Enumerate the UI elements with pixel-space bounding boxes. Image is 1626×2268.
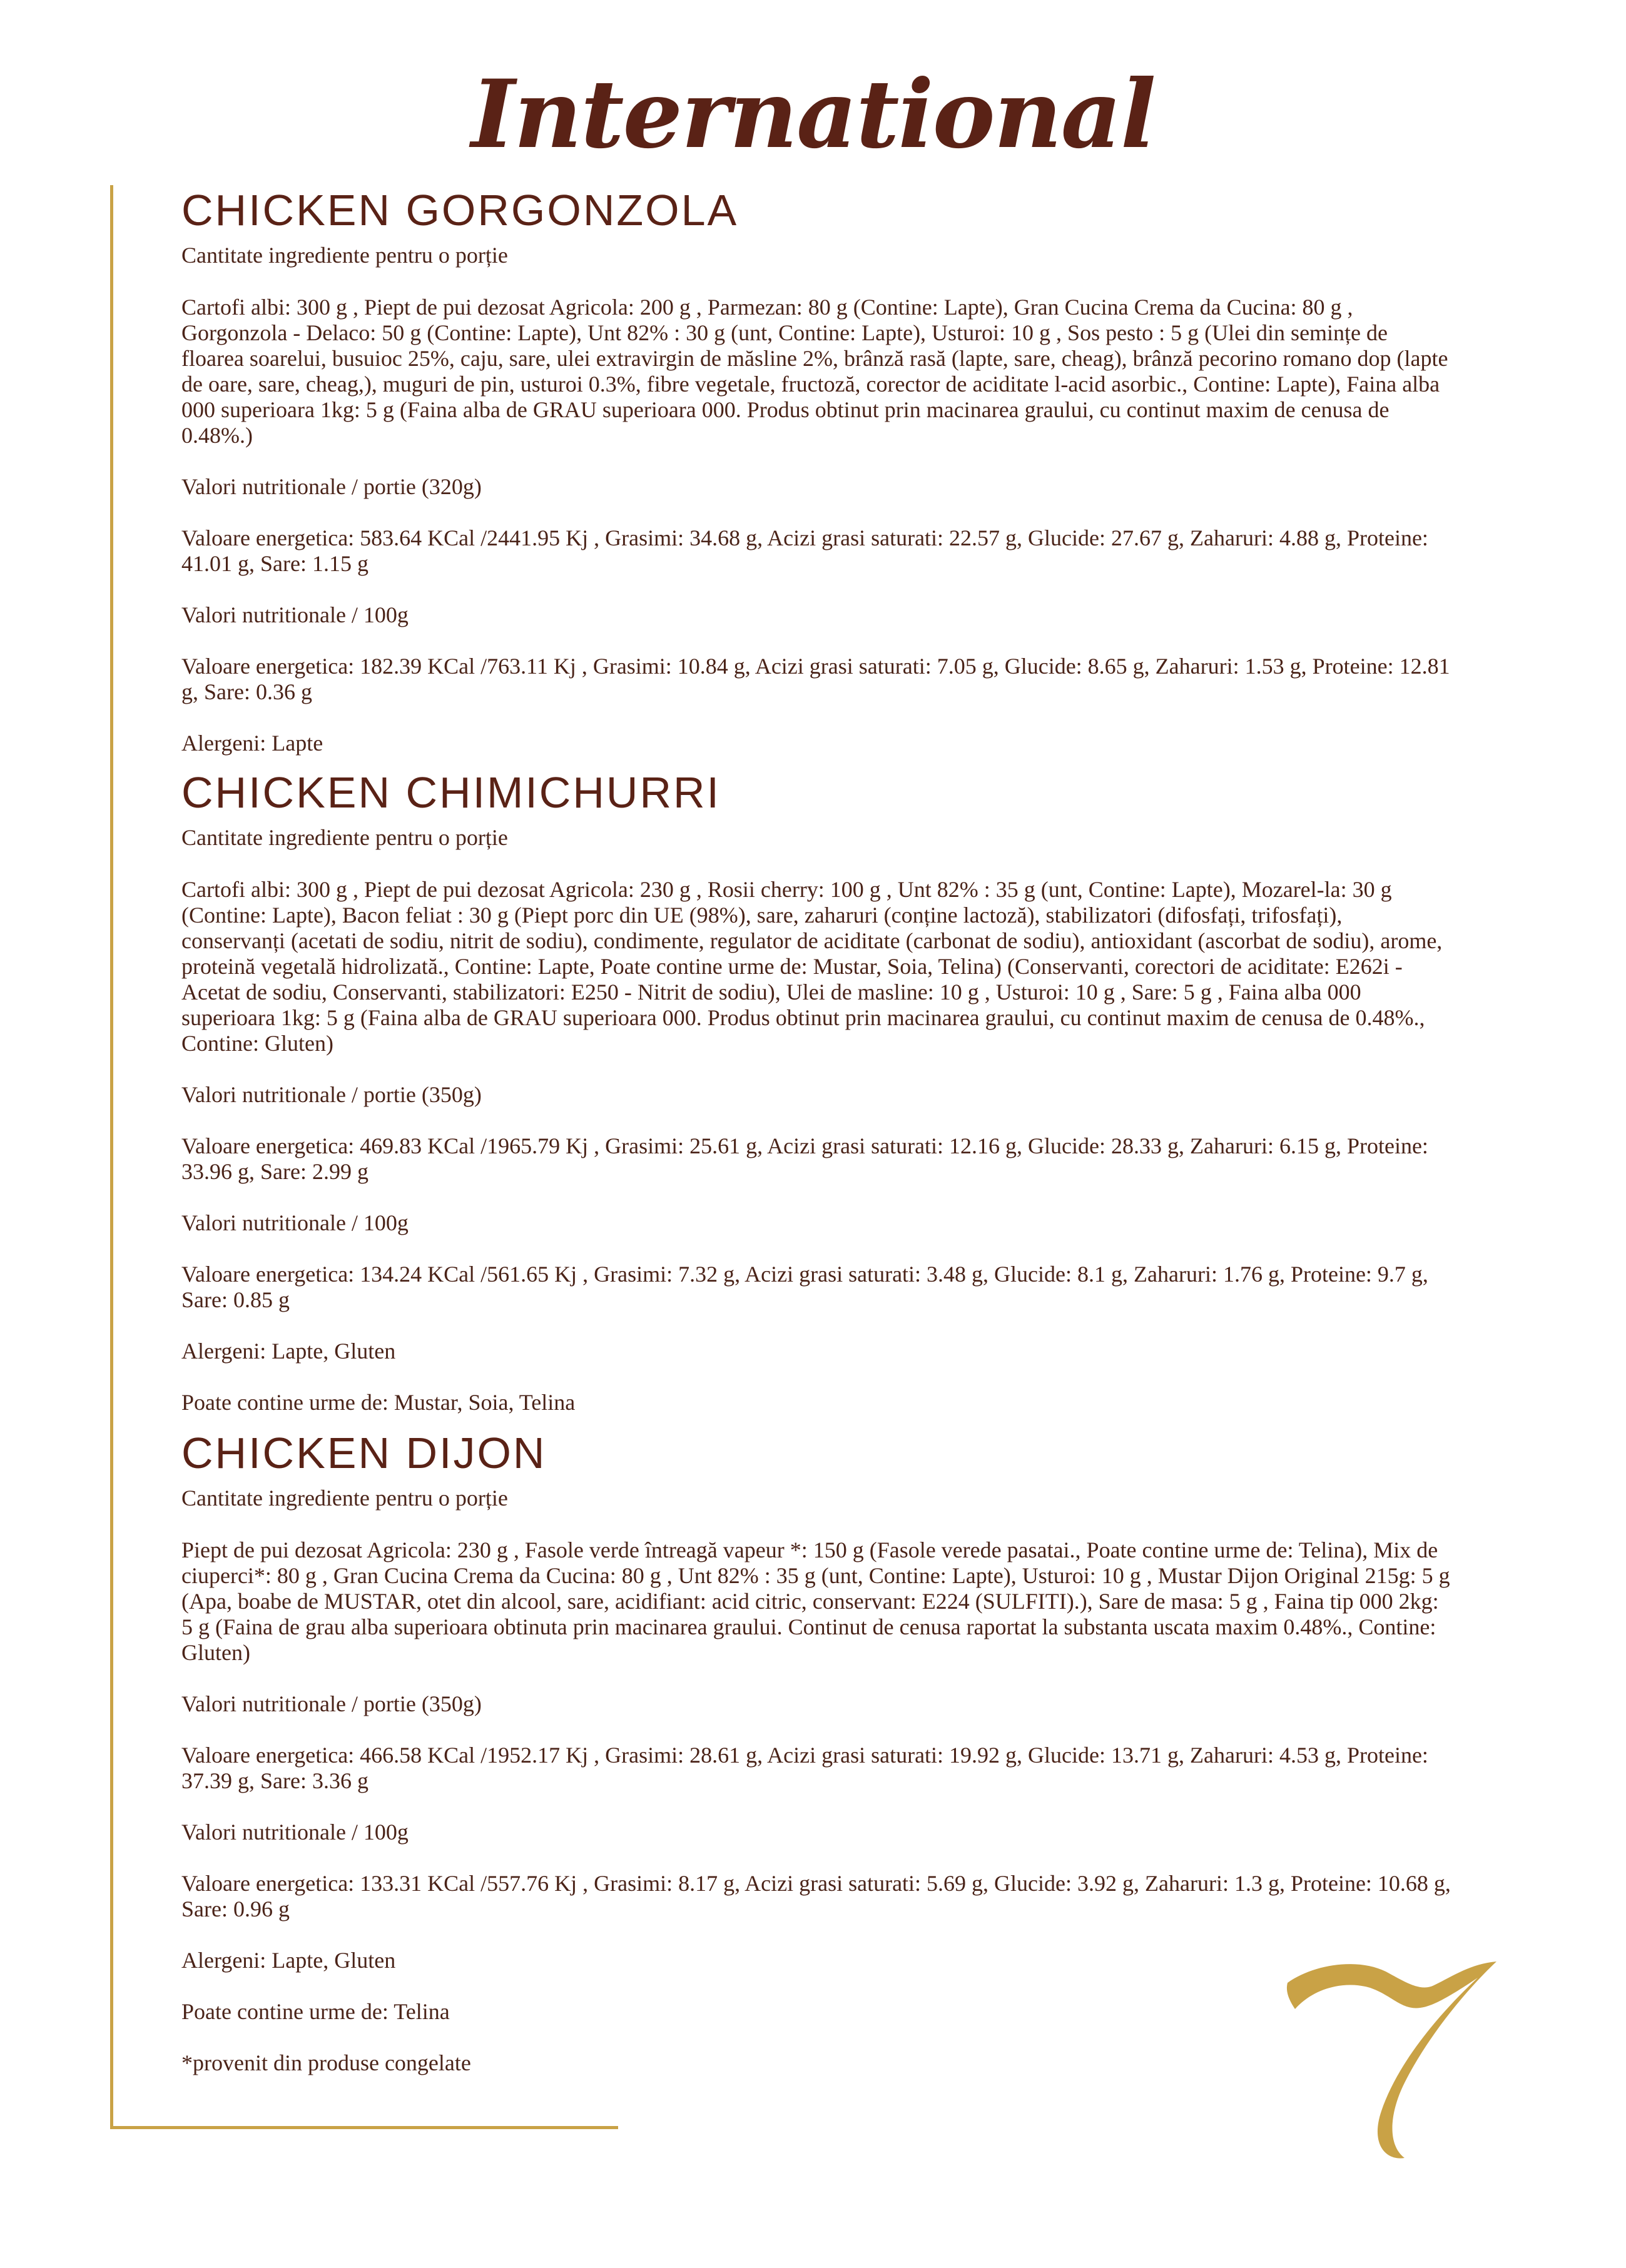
- per100-nutrition-values: Valoare energetica: 182.39 KCal /763.11 Kj , Grasimi: 10.84 g, Acizi grasi saturati: 7.05 g, Glucide: 8.65 g, Zaharuri: 1.53 g, Proteine: 12.81 g, Sare: 0.36 g: [181, 654, 1450, 704]
- per100-nutrition-values: Valoare energetica: 133.31 KCal /557.76 Kj , Grasimi: 8.17 g, Acizi grasi saturati: 5.69 g, Glucide: 3.92 g, Zaharuri: 1.3 g, Proteine: 10.68 g, Sare: 0.96 g: [181, 1871, 1451, 1921]
- footnote-text: *provenit din produse congelate: [181, 2050, 471, 2075]
- page-title: International: [471, 59, 1155, 170]
- recipe-chicken-dijon: [181, 1424, 1451, 2076]
- recipe-chicken-gorgonzola: [181, 181, 1451, 756]
- gold-border-bottom: [110, 2126, 618, 2129]
- allergens-text: Alergeni: Lapte, Gluten: [181, 1339, 396, 1364]
- portion-nutrition-values: Valoare energetica: 583.64 KCal /2441.95 Kj , Grasimi: 34.68 g, Acizi grasi saturati: 22.57 g, Glucide: 27.67 g, Zaharuri: 4.88 g, Proteine: 41.01 g, Sare: 1.15 g: [181, 525, 1428, 576]
- recipe-subtitle: Cantitate ingrediente pentru o porție: [181, 825, 508, 850]
- per100-nutrition-label: Valori nutritionale / 100g: [181, 1210, 409, 1235]
- per100-nutrition-values: Valoare energetica: 134.24 KCal /561.65 Kj , Grasimi: 7.32 g, Acizi grasi saturati: 3.48 g, Glucide: 8.1 g, Zaharuri: 1.76 g, Proteine: 9.7 g, Sare: 0.85 g: [181, 1262, 1428, 1312]
- ingredients-text: Cartofi albi: 300 g , Piept de pui dezosat Agricola: 230 g , Rosii cherry: 100 g , Unt 82% : 35 g (unt, Contine: Lapte), Mozarel-la: 30 g (Contine: Lapte), Bacon feliat : 30 g (Piept porc din UE (98%), sare, zaharuri (conține lactoză), stabilizatori (difosfați, trifosfați), conservanți (acetati de sodiu, nitrit de sodiu), condimente, regulator de aciditate (carbonat de sodiu), antioxidant (ascorbat de sodiu), arome, proteină vegetală hidrolizată., Contine: Lapte, Poate contine urme de: Mustar, Soia, Telina) (Conservanti, corectori de aciditate: E262i - Acetat de sodiu, Conservanti, stabilizatori: E250 - Nitrit de sodiu), Ulei de masline: 10 g , Usturoi: 10 g , Sare: 5 g , Faina alba 000 superioara 1kg: 5 g (Faina alba de GRAU superioara 000. Produs obtinut prin macinarea graului, cu continut maxim de cenusa de 0.48%., Contine: Gluten): [181, 877, 1443, 1056]
- recipe-title: CHICKEN DIJON: [181, 1429, 547, 1477]
- traces-text: Poate contine urme de: Mustar, Soia, Telina: [181, 1390, 576, 1415]
- allergens-text: Alergeni: Lapte, Gluten: [181, 1948, 396, 1973]
- recipe-title: CHICKEN GORGONZOLA: [181, 186, 739, 235]
- recipe-title: CHICKEN CHIMICHURRI: [181, 768, 721, 817]
- portion-nutrition-label: Valori nutritionale / portie (320g): [181, 474, 482, 499]
- per100-nutrition-label: Valori nutritionale / 100g: [181, 602, 409, 627]
- ingredients-text: Cartofi albi: 300 g , Piept de pui dezosat Agricola: 200 g , Parmezan: 80 g (Contine: Lapte), Gran Cucina Crema da Cucina: 80 g , Gorgonzola - Delaco: 50 g (Contine: Lapte), Unt 82% : 30 g (unt, Contine: Lapte), Usturoi: 10 g , Sos pesto : 5 g (Ulei din semințe de floarea soarelui, busuioc 25%, caju, sare, ulei extravirgin de măsline 2%, brânză rasă (lapte, sare, cheag), brânză pecorino romano dop (lapte de oare, sare, cheag,), muguri de pin, usturoi 0.3%, fibre vegetale, fructoză, corector de aciditate l-acid asorbic., Contine: Lapte), Faina alba 000 superioara 1kg: 5 g (Faina alba de GRAU superioara 000. Produs obtinut prin macinarea graului, cu continut maxim de cenusa de 0.48%.): [181, 295, 1448, 448]
- portion-nutrition-label: Valori nutritionale / portie (350g): [181, 1082, 482, 1107]
- traces-text: Poate contine urme de: Telina: [181, 1999, 450, 2024]
- allergens-text: Alergeni: Lapte: [181, 731, 323, 756]
- recipe-subtitle: Cantitate ingrediente pentru o porție: [181, 1486, 508, 1511]
- portion-nutrition-label: Valori nutritionale / portie (350g): [181, 1691, 482, 1716]
- page-number-glyph: [1287, 1962, 1496, 2159]
- gold-border-left: [110, 185, 113, 2129]
- ingredients-text: Piept de pui dezosat Agricola: 230 g , Fasole verde întreagă vapeur *: 150 g (Fasole verede pasatai., Poate contine urme de: Telina), Mix de ciuperci*: 80 g , Gran Cucina Crema da Cucina: 80 g , Unt 82% : 35 g (unt, Contine: Lapte), Usturoi: 10 g , Mustar Dijon Original 215g: 5 g (Apa, boabe de MUSTAR, otet din alcool, sare, acidifiant: acid citric, conservant: E224 (SULFITI).), Sare de masa: 5 g , Faina tip 000 2kg: 5 g (Faina de grau alba superioara obtinuta prin macinarea graului. Continut de cenusa raportat la substanta uscata maxim 0.48%., Contine: Gluten): [181, 1537, 1450, 1665]
- recipe-chicken-chimichurri: [181, 764, 1451, 1415]
- recipe-subtitle: Cantitate ingrediente pentru o porție: [181, 243, 508, 268]
- per100-nutrition-label: Valori nutritionale / 100g: [181, 1820, 409, 1845]
- recipes-content: [181, 181, 1451, 2076]
- portion-nutrition-values: Valoare energetica: 469.83 KCal /1965.79 Kj , Grasimi: 25.61 g, Acizi grasi saturati: 12.16 g, Glucide: 28.33 g, Zaharuri: 6.15 g, Proteine: 33.96 g, Sare: 2.99 g: [181, 1133, 1428, 1184]
- portion-nutrition-values: Valoare energetica: 466.58 KCal /1952.17 Kj , Grasimi: 28.61 g, Acizi grasi saturati: 19.92 g, Glucide: 13.71 g, Zaharuri: 4.53 g, Proteine: 37.39 g, Sare: 3.36 g: [181, 1743, 1428, 1793]
- page-number-flourish: [1276, 1958, 1508, 2177]
